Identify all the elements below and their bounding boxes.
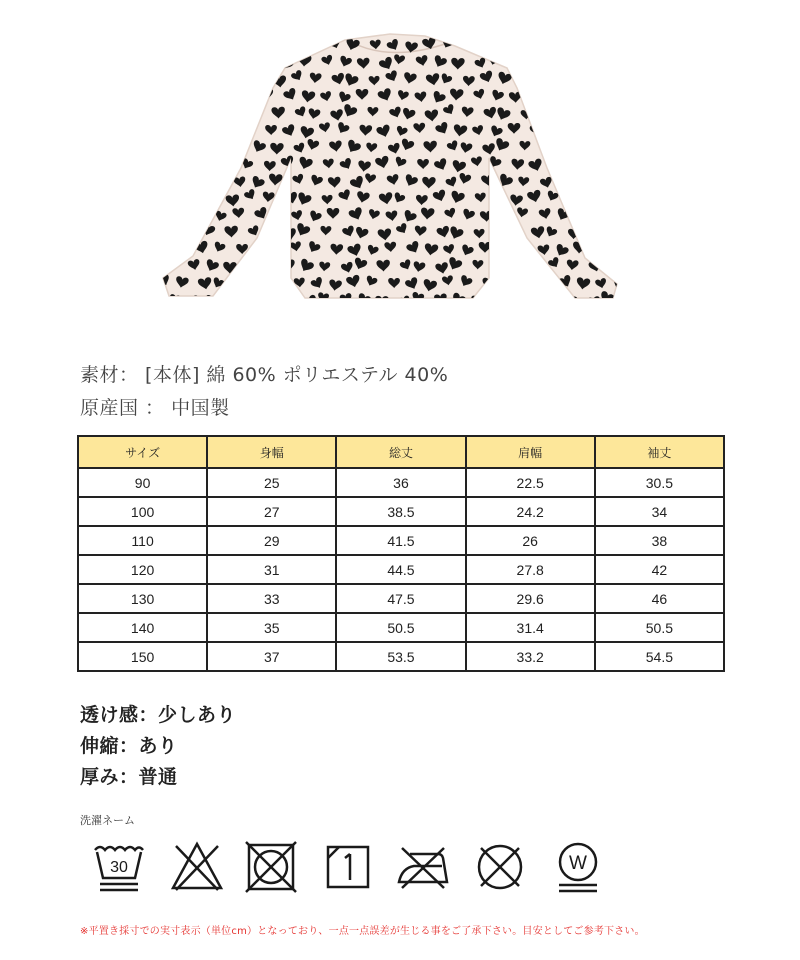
heart-motif xyxy=(155,291,166,307)
measurement-footnote: ※平置き採寸での実寸表示（単位cm）となっており、一点一点誤差が生じる事をご了承下さい。目安としてご参考下さい。 xyxy=(80,926,645,937)
heart-motif xyxy=(185,57,200,71)
heart-motif xyxy=(553,141,568,155)
header-shoulder-width: 肩幅 xyxy=(466,436,595,468)
heart-motif xyxy=(627,55,630,68)
size-table-row xyxy=(78,526,724,555)
heart-motif xyxy=(195,209,211,224)
wash-temp-text: 30 xyxy=(110,859,128,876)
size-table-cell: 26 xyxy=(466,526,595,555)
heart-motif xyxy=(528,294,542,306)
heart-motif xyxy=(471,295,483,305)
heart-motif xyxy=(541,140,556,154)
heart-motif xyxy=(189,69,206,85)
heart-motif xyxy=(584,88,600,103)
heart-motif xyxy=(613,140,626,151)
heart-motif xyxy=(247,104,263,118)
heart-motif xyxy=(611,176,624,188)
heart-motif xyxy=(167,227,179,237)
heart-motif xyxy=(499,277,515,292)
heart-motif xyxy=(157,140,171,153)
heart-motif xyxy=(175,174,188,185)
heart-motif xyxy=(155,260,167,276)
heart-motif xyxy=(575,39,591,54)
heart-motif xyxy=(224,90,240,105)
heart-motif xyxy=(196,172,213,188)
heart-motif xyxy=(214,108,226,118)
heart-motif xyxy=(245,292,258,304)
heart-motif xyxy=(178,75,193,88)
heart-motif xyxy=(500,240,517,256)
heart-motif xyxy=(241,122,255,135)
heart-motif xyxy=(558,40,571,52)
size-table-cell: 120 xyxy=(78,555,207,584)
heart-motif xyxy=(215,73,226,83)
heart-motif xyxy=(480,38,496,53)
size-table-row xyxy=(78,555,724,584)
wash-basin-30-gentle-icon xyxy=(92,840,146,894)
heart-motif xyxy=(171,124,183,134)
heart-motif xyxy=(586,155,602,170)
heart-motif xyxy=(506,260,521,274)
header-total-length: 総丈 xyxy=(336,436,465,468)
heart-motif xyxy=(603,193,619,207)
heart-motif xyxy=(575,175,589,187)
heart-motif xyxy=(551,293,565,306)
size-table-cell: 22.5 xyxy=(466,468,595,497)
heart-motif xyxy=(510,55,524,67)
heart-motif xyxy=(155,104,168,117)
heart-motif xyxy=(567,89,581,101)
heart-motif xyxy=(529,262,544,275)
heart-motif xyxy=(221,292,235,305)
heart-motif xyxy=(246,261,260,274)
heart-motif xyxy=(156,176,171,190)
size-table-cell: 33 xyxy=(207,584,336,613)
heart-motif xyxy=(281,296,294,308)
wet-clean-text: W xyxy=(569,853,587,874)
heart-motif xyxy=(176,245,190,257)
size-table-cell: 130 xyxy=(78,584,207,613)
heart-motif xyxy=(155,158,160,174)
heart-motif xyxy=(202,192,217,206)
heart-motif xyxy=(272,209,287,222)
heart-motif xyxy=(592,71,606,84)
size-table-cell: 44.5 xyxy=(336,555,465,584)
heart-motif xyxy=(158,242,173,257)
heart-motif xyxy=(183,87,198,101)
heart-motif xyxy=(519,243,532,255)
heart-motif xyxy=(616,74,628,84)
heart-motif xyxy=(490,223,505,237)
heart-motif xyxy=(601,224,617,239)
heart-motif xyxy=(225,53,242,69)
size-table-cell: 35 xyxy=(207,613,336,642)
heart-motif xyxy=(492,295,506,308)
size-table-cell: 53.5 xyxy=(336,642,465,671)
heart-motif xyxy=(536,275,549,286)
heart-motif xyxy=(190,191,205,205)
heart-motif xyxy=(566,125,579,137)
size-table-cell: 110 xyxy=(78,526,207,555)
heart-motif xyxy=(604,56,618,68)
heart-motif xyxy=(498,40,514,54)
heart-motif xyxy=(568,57,582,70)
heart-motif xyxy=(259,257,273,270)
header-body-width: 身幅 xyxy=(207,436,336,468)
heart-motif xyxy=(186,155,201,169)
heart-motif xyxy=(204,157,219,170)
heart-motif xyxy=(577,107,592,121)
heart-motif xyxy=(601,122,615,135)
heart-motif xyxy=(262,293,276,306)
heart-motif xyxy=(176,143,189,155)
care-label-title: 洗濯ネーム xyxy=(80,814,135,827)
line-dry-shade-icon xyxy=(321,840,375,894)
size-table-cell: 38 xyxy=(595,526,724,555)
heart-motif xyxy=(534,36,549,50)
no-bleach-icon xyxy=(170,840,224,894)
heart-motif xyxy=(155,224,163,241)
stretch-text: 伸縮：あり xyxy=(80,735,178,757)
heart-motif xyxy=(287,39,301,52)
heart-motif xyxy=(168,57,181,69)
size-table-cell: 42 xyxy=(595,555,724,584)
heart-motif xyxy=(155,206,169,220)
heart-motif xyxy=(177,106,191,118)
header-sleeve-length: 袖丈 xyxy=(595,436,724,468)
heart-motif xyxy=(522,73,534,83)
size-table-cell: 50.5 xyxy=(336,613,465,642)
no-tumble-dry-icon xyxy=(244,840,298,894)
heart-motif xyxy=(538,72,553,87)
heart-motif xyxy=(494,259,509,273)
heart-motif xyxy=(157,38,170,49)
iron-low-icon xyxy=(396,840,450,894)
size-table xyxy=(77,435,725,672)
heart-motif xyxy=(569,193,581,203)
heart-motif xyxy=(545,88,557,99)
heart-motif xyxy=(624,159,630,171)
heart-motif xyxy=(155,122,161,137)
heart-motif xyxy=(260,227,273,239)
heart-motif xyxy=(155,91,163,105)
heart-motif xyxy=(244,56,257,68)
heart-motif xyxy=(594,137,608,151)
heart-motif xyxy=(234,140,248,152)
heart-motif xyxy=(504,291,520,305)
heart-motif xyxy=(187,123,202,138)
size-table-cell: 41.5 xyxy=(336,526,465,555)
size-table-row xyxy=(78,642,724,671)
heart-motif xyxy=(464,40,476,50)
heart-motif xyxy=(613,242,627,255)
heart-motif xyxy=(178,210,191,222)
heart-motif xyxy=(624,294,630,304)
heart-motif xyxy=(547,57,559,67)
size-table-cell: 33.2 xyxy=(466,642,595,671)
heart-motif xyxy=(623,190,630,201)
size-table-cell: 24.2 xyxy=(466,497,595,526)
heart-motif xyxy=(584,223,600,237)
size-table-header-row xyxy=(78,436,724,468)
heart-motif xyxy=(626,263,630,273)
heart-motif xyxy=(237,72,252,86)
product-image xyxy=(155,28,630,318)
size-table-cell: 31.4 xyxy=(466,613,595,642)
size-table-cell: 50.5 xyxy=(595,613,724,642)
heart-motif xyxy=(270,244,286,258)
heart-motif xyxy=(207,91,220,103)
heart-motif xyxy=(204,55,217,66)
size-table-cell: 36 xyxy=(336,468,465,497)
heart-motif xyxy=(612,37,625,48)
thickness-text: 厚み：普通 xyxy=(80,766,178,788)
heart-motif xyxy=(273,39,288,53)
heart-motif xyxy=(251,38,266,51)
heart-motif xyxy=(223,121,239,136)
size-table-cell: 25 xyxy=(207,468,336,497)
size-table-cell: 30.5 xyxy=(595,468,724,497)
heart-motif xyxy=(179,38,194,52)
origin-text: 原産国 ： 中国製 xyxy=(80,397,230,419)
size-table-cell: 46 xyxy=(595,584,724,613)
heart-motif xyxy=(251,274,267,288)
heart-motif xyxy=(597,210,611,223)
heart-motif xyxy=(526,54,543,71)
size-table-row xyxy=(78,584,724,613)
heart-motif xyxy=(518,37,530,48)
heart-motif xyxy=(168,192,179,202)
heart-motif xyxy=(576,143,591,156)
header-size: サイズ xyxy=(78,436,207,468)
size-table-cell: 27.8 xyxy=(466,555,595,584)
heart-motif xyxy=(582,124,598,139)
heart-motif xyxy=(249,73,264,87)
size-table-row xyxy=(78,468,724,497)
size-table-row xyxy=(78,613,724,642)
heart-motif xyxy=(191,39,208,55)
heart-motif xyxy=(603,92,617,104)
heart-motif xyxy=(615,110,627,121)
size-table-cell: 150 xyxy=(78,642,207,671)
heart-motif xyxy=(155,74,168,86)
heart-motif xyxy=(252,242,268,257)
heart-motif xyxy=(212,139,224,150)
heart-motif xyxy=(547,159,560,171)
size-table-cell: 90 xyxy=(78,468,207,497)
heart-motif xyxy=(188,227,202,240)
heart-motif xyxy=(548,124,561,136)
heart-motif xyxy=(626,91,630,104)
heart-motif xyxy=(596,241,609,253)
heart-motif xyxy=(537,104,552,118)
heart-motif xyxy=(555,106,570,119)
heart-motif xyxy=(491,191,506,206)
transparency-text: 透け感：少しあり xyxy=(80,704,237,726)
heart-motif xyxy=(235,280,247,291)
wet-clean-gentle-icon xyxy=(551,840,605,894)
size-table-cell: 31 xyxy=(207,555,336,584)
heart-motif xyxy=(167,88,179,99)
heart-motif xyxy=(574,70,590,85)
heart-motif xyxy=(262,57,275,69)
size-table-row xyxy=(78,497,724,526)
heart-motif xyxy=(215,175,228,187)
heart-motif xyxy=(574,211,588,223)
size-table-cell: 38.5 xyxy=(336,497,465,526)
no-dry-clean-icon xyxy=(473,840,527,894)
heart-motif xyxy=(565,156,578,167)
size-table-cell: 47.5 xyxy=(336,584,465,613)
heart-motif xyxy=(193,105,210,122)
heart-motif xyxy=(155,56,164,69)
heart-motif xyxy=(268,275,284,290)
heart-motif xyxy=(165,258,177,269)
heart-motif xyxy=(625,122,630,134)
heart-motif xyxy=(186,295,199,307)
heart-motif xyxy=(598,174,612,187)
size-table-cell: 140 xyxy=(78,613,207,642)
size-table-cell: 54.5 xyxy=(595,642,724,671)
heart-motif xyxy=(233,36,248,50)
heart-motif xyxy=(610,206,624,219)
heart-motif xyxy=(170,161,181,171)
heart-motif xyxy=(585,191,601,206)
heart-motif xyxy=(518,278,531,290)
heart-motif xyxy=(243,91,256,103)
heart-motif xyxy=(605,158,620,171)
size-table-cell: 100 xyxy=(78,497,207,526)
heart-motif xyxy=(508,225,523,238)
heart-motif xyxy=(205,126,219,138)
heart-motif xyxy=(580,53,596,67)
size-table-cell: 27 xyxy=(207,497,336,526)
heart-motif xyxy=(530,90,547,106)
material-text: 素材： [本体] 綿 60% ポリエステル 40% xyxy=(80,364,449,386)
size-table-cell: 29.6 xyxy=(466,584,595,613)
size-table-cell: 34 xyxy=(595,497,724,526)
heart-motif xyxy=(556,75,570,87)
heart-motif xyxy=(197,141,214,157)
heart-motif xyxy=(235,108,249,121)
heart-motif xyxy=(591,107,605,120)
heart-motif xyxy=(155,188,159,204)
size-table-cell: 37 xyxy=(207,642,336,671)
heart-motif xyxy=(627,226,630,236)
heart-motif xyxy=(217,42,228,52)
size-table-cell: 29 xyxy=(207,526,336,555)
heart-motif xyxy=(594,40,607,52)
